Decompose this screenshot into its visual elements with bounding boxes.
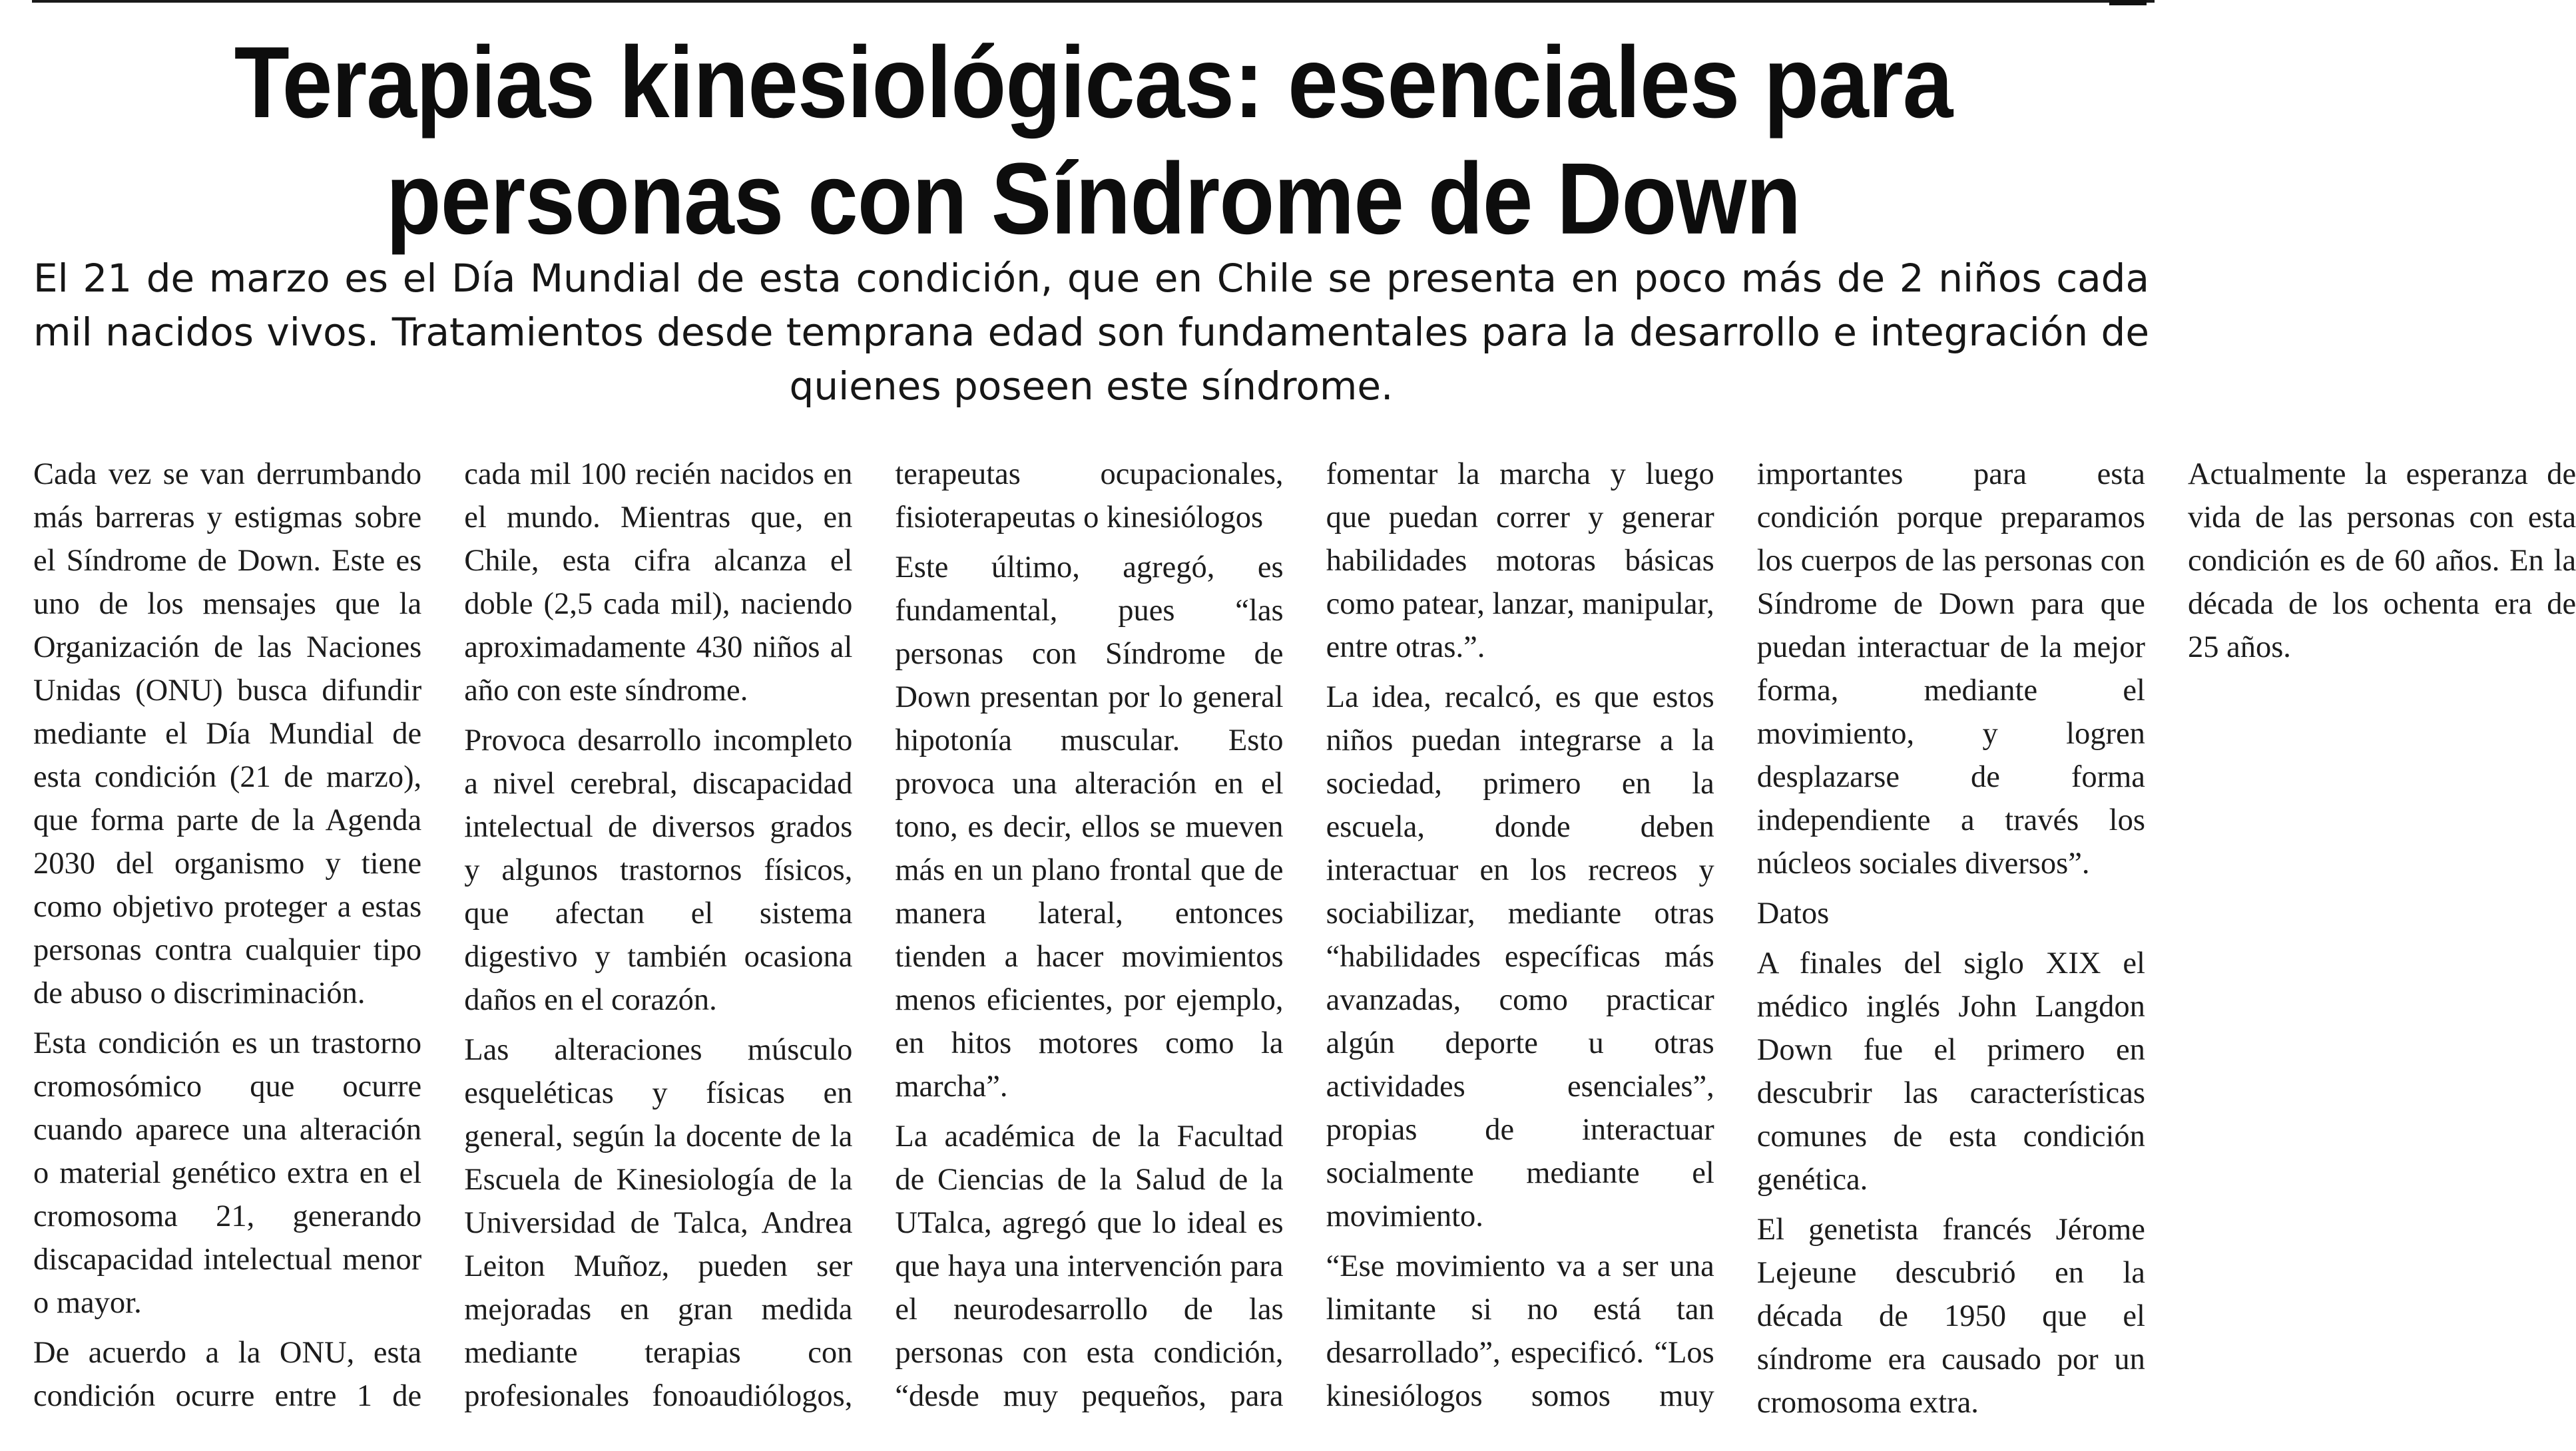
data-subhead: Datos: [1756, 897, 1830, 931]
paragraph: Esta condición es un trastorno cromosómico que ocurre cuando aparece una alteración o material genético extra en el cromosoma 21, generando discapacidad intelectual menor o mayor.: [33, 1026, 422, 1320]
data-paragraph: A finales del siglo XIX el médico inglés John Langdon Down fue el primero en descubrir las características comunes de esta condición genética.: [1756, 946, 2145, 1197]
paragraph: Cada vez se van derrumbando más barreras y estigmas sobre el Síndrome de Down. Este es uno de los mensajes que la Organización de las Naciones Unidas (ONU) busca difundir mediante el Día Mundial de esta condición (21 de marzo), que forma parte de la Agenda 2030 del organismo y tiene como objetivo proteger a estas personas contra cualquier tipo de abuso o discriminación.: [33, 457, 422, 1010]
paragraph: La idea, recalcó, es que estos niños puedan integrarse a la sociedad, primero en la escuela, donde deben interactuar en los recreos y sociabilizar, mediante otras “habilidades específicas más avanzadas, como practicar algún deporte u otras actividades esenciales”, propias de interactuar socialmente mediante el movimiento.: [1326, 680, 1714, 1233]
article-body: [33, 453, 2576, 1431]
paragraph: Las alteraciones músculo esqueléticas y físicas en general, según la docente de la Escuela de Kinesiología de la Universidad de Talca, Andrea Leiton Muñoz, pueden ser mejoradas en gran medida mediante terapias con profesionales fonoaudiólogos, terapeutas ocupacionales, fisioterapeutas o kinesiólogos: [464, 457, 1284, 1413]
paragraph: Este último, agregó, es fundamental, pues “las personas con Síndrome de Down presentan por lo general hipotonía muscular. Esto provoca una alteración en el tono, es decir, ellos se mueven más en un plano frontal que de manera lateral, entonces tienden a hacer movimientos menos eficientes, por ejemplo, en hitos motores como la marcha”.: [895, 550, 1284, 1104]
headline: Terapias kinesiológicas: esenciales para personas con Síndrome de Down: [234, 25, 1953, 256]
paragraph: Provoca desarrollo incompleto a nivel cerebral, discapacidad intelectual de diversos grados y algunos trastornos físicos, que afectan el sistema digestivo y también ocasiona daños en el corazón.: [464, 724, 853, 1017]
data-paragraph: El genetista francés Jérome Lejeune descubrió en la década de 1950 que el síndrome era causado por un cromosoma extra.: [1756, 1213, 2145, 1420]
top-corner-block: [2109, 0, 2147, 5]
paragraph: “Ese movimiento va a ser una limitante si no está tan desarrollado”, especificó. “Los kinesiólogos somos muy importantes para esta condición porque preparamos los cuerpos de las personas con Síndrome de Down para que puedan interactuar de la mejor forma, mediante el movimiento, y logren desplazarse de forma independiente a través los núcleos sociales diversos”.: [1326, 457, 2145, 1413]
data-paragraph: Actualmente la esperanza de vida de las personas con esta condición es de 60 años. En la década de los ochenta era de 25 años.: [2187, 457, 2576, 664]
paragraph: La académica de la Facultad de Ciencias de la Salud de la UTalca, agregó que lo ideal es que haya una intervención para el neurodesarrollo de las personas con esta condición, “desde muy pequeños, para fomentar la marcha y luego que puedan correr y generar habilidades motoras básicas como patear, lanzar, manipular, entre otras.”.: [895, 457, 1714, 1413]
top-rule: [32, 0, 2155, 3]
deck-subtitle: El 21 de marzo es el Día Mundial de esta condición, que en Chile se presenta en poco más de 2 niños cada mil nacidos vivos. Tratamientos desde temprana edad son fundamentales para la desarrollo e integración de quienes poseen este síndrome.: [33, 256, 2149, 409]
paragraph: De acuerdo a la ONU, esta condición ocurre entre 1 de cada mil 100 recién nacidos en el mundo. Mientras que, en Chile, esta cifra alcanza el doble (2,5 cada mil), naciendo aproximadamente 430 niños al año con este síndrome.: [33, 457, 853, 1413]
